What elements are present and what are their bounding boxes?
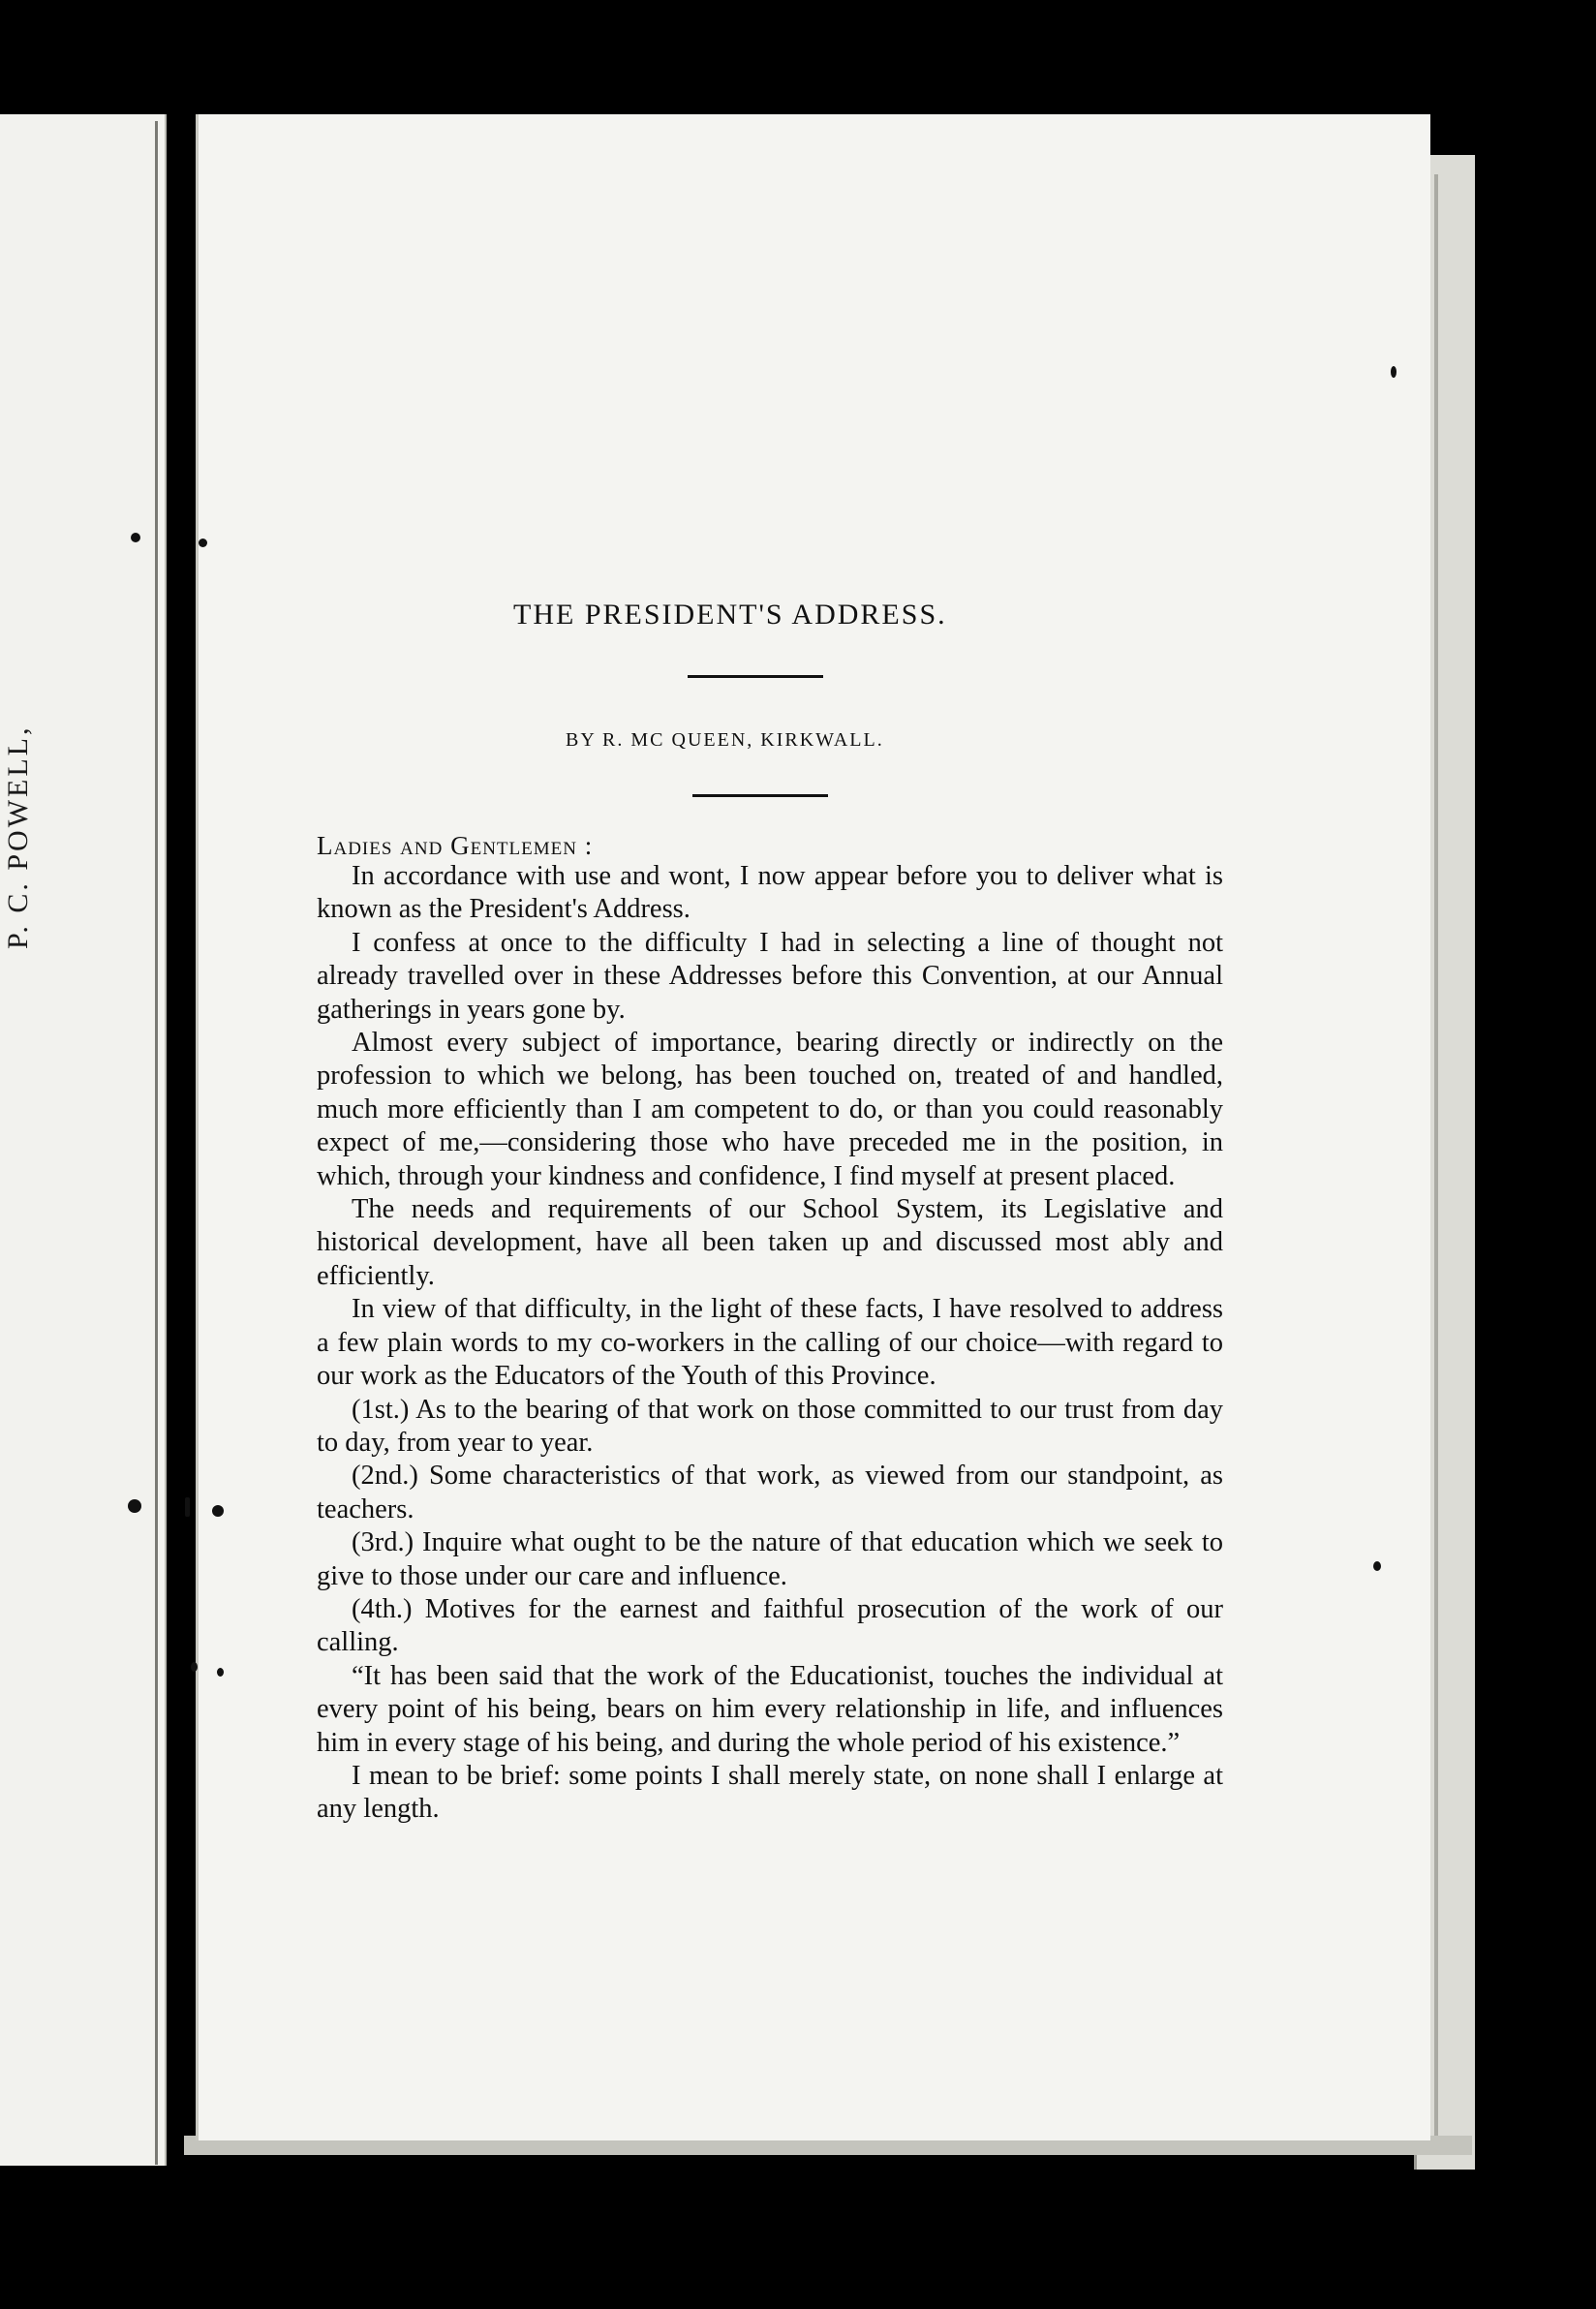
address-body [317, 860, 1223, 1827]
ink-speck [1373, 1561, 1381, 1571]
paragraph: “It has been said that the work of the Educationist, touches the individual at every point of his being, bears on him every relationship in life, and influences him in every stage of his being, and during the whole period of his existence.” [317, 1660, 1223, 1758]
ink-speck [131, 533, 140, 542]
paragraph: (2nd.) Some characteristics of that work, as viewed from our standpoint, as teachers. [317, 1461, 1223, 1524]
paragraph: (4th.) Motives for the earnest and faithful prosecution of the work of our calling. [317, 1593, 1223, 1658]
ink-speck [212, 1505, 224, 1517]
salutation: Ladies and Gentlemen : [317, 831, 594, 860]
byline-rule [692, 794, 828, 797]
paragraph: In accordance with use and wont, I now appear before you to deliver what is known as the President's Address. [317, 861, 1223, 925]
facing-page [0, 114, 167, 2166]
ink-speck [199, 539, 207, 547]
paragraph: I confess at once to the difficulty I had in selecting a line of thought not already travelled over in these Addresses before this Convention, at our Annual gatherings in years gone by. [317, 927, 1223, 1025]
paragraph: Almost every subject of importance, bearing directly or indirectly on the profession to which we belong, has been touched on, treated of and handled, much more efficiently than I am competent to do, or than you could reasonably expect of me,—considering those who have preceded me in the position, in which, through your kindness and confidence, I find myself at present placed. [317, 1028, 1223, 1191]
paragraph: In view of that difficulty, in the light of these facts, I have resolved to address a few plain words to my co-workers in the calling of our choice—with regard to our work as the Educators of the Youth of this Province. [317, 1294, 1223, 1392]
ink-speck [185, 1497, 190, 1517]
paragraph: (3rd.) Inquire what ought to be the nature of that education which we seek to give to those under our care and influence. [317, 1527, 1223, 1591]
author-byline: BY R. MC QUEEN, KIRKWALL. [566, 729, 884, 751]
gutter-line [155, 121, 158, 2165]
facing-page-running-text: P. C. POWELL, [2, 724, 34, 949]
ink-speck [128, 1499, 141, 1513]
paragraph: I mean to be brief: some points I shall merely state, on none shall I enlarge at any length. [317, 1760, 1223, 1825]
paragraph: (1st.) As to the bearing of that work on those committed to our trust from day to day, from year to year. [317, 1394, 1223, 1458]
title-rule [688, 675, 823, 678]
ink-speck [1391, 366, 1396, 378]
paragraph: The needs and requirements of our School System, its Legislative and historical development, have all been taken up and discussed most ably and efficiently. [317, 1194, 1223, 1291]
ink-speck [191, 1662, 198, 1672]
ink-speck [217, 1668, 224, 1677]
page-title: THE PRESIDENT'S ADDRESS. [513, 599, 947, 631]
